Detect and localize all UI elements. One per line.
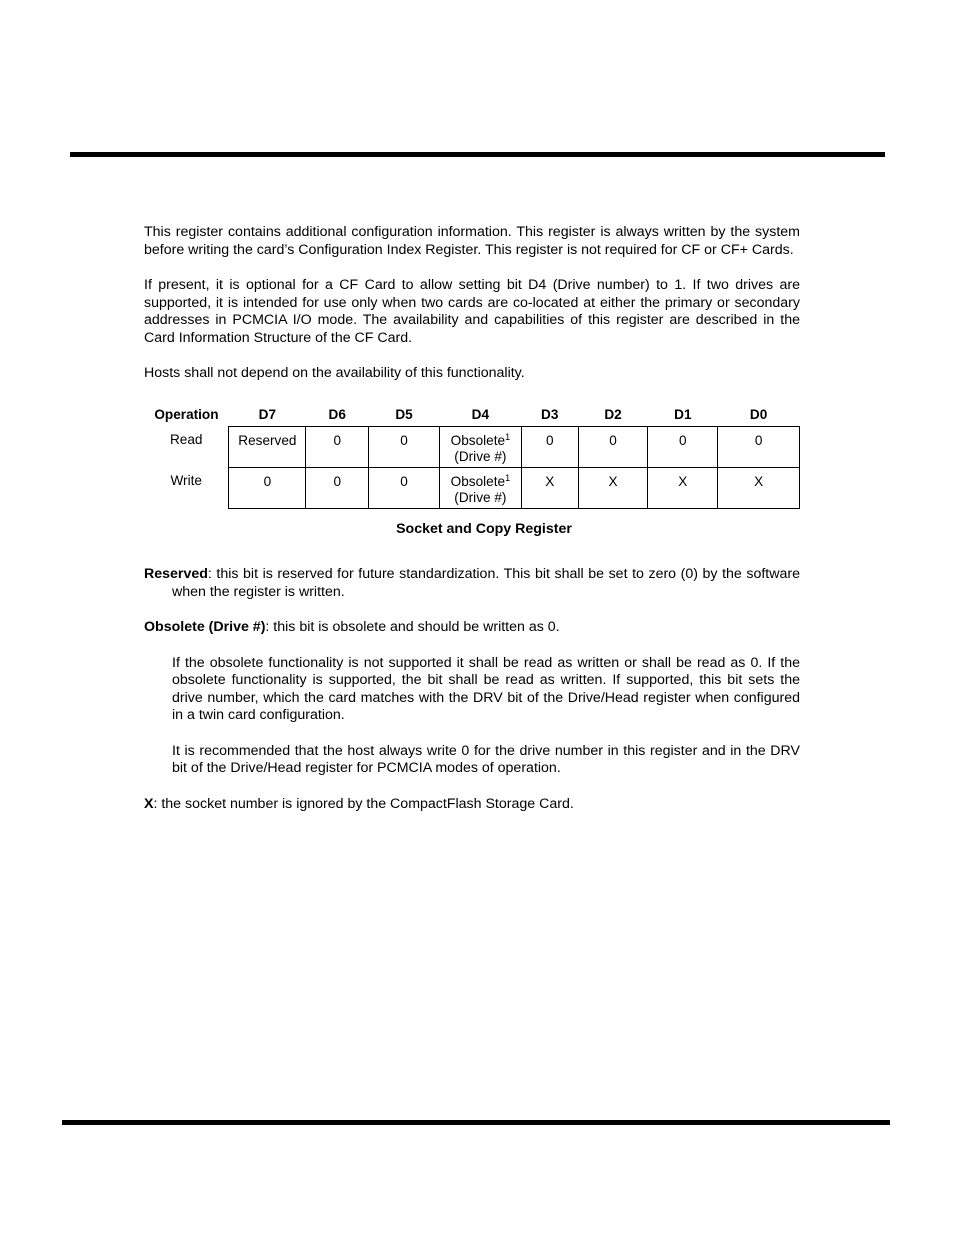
obsolete-paragraph-1: If the obsolete functionality is not supported it shall be read as written or shall be read as 0. If the obsolete functionality is supported, the bit shall be read as written. If supported, this bit sets the drive number, which the card matches with the DRV bit of the Drive/Head register when configured in a twin card configuration. [172, 654, 800, 723]
cell-read-d5: 0 [369, 426, 440, 467]
definition-obsolete-term: Obsolete (Drive #) [144, 619, 266, 635]
definition-obsolete [144, 619, 800, 637]
header-d5: D5 [395, 406, 413, 422]
cell-write-d6: 0 [306, 467, 369, 508]
cell-read-d7: Reserved [229, 426, 306, 467]
table-row-write [144, 467, 800, 508]
cell-read-d3: 0 [521, 426, 578, 467]
obsolete-paragraph-2: It is recommended that the host always write 0 for the drive number in this register and in the DRV bit of the Drive/Head register for PCMCIA modes of operation. [172, 742, 800, 776]
table-row-read [144, 426, 800, 467]
cell-read-d1: 0 [648, 426, 718, 467]
cell-read-d6: 0 [306, 426, 369, 467]
header-d0: D0 [749, 406, 768, 422]
cell-read-d4-footnote: 1 [505, 431, 511, 442]
cell-write-d4-sub: (Drive #) [454, 489, 507, 505]
page-content [144, 224, 800, 831]
definition-reserved [144, 566, 800, 601]
header-d6: D6 [328, 406, 346, 422]
header-d3: D3 [541, 406, 559, 422]
definition-obsolete-text: : this bit is obsolete and should be written as 0. [265, 619, 560, 635]
header-d1: D1 [674, 406, 692, 422]
cell-write-d5: 0 [369, 467, 440, 508]
definition-x-text: : the socket number is ignored by the CompactFlash Storage Card. [153, 795, 574, 812]
cell-write-d4-label: Obsolete [450, 473, 506, 489]
cell-write-d1: X [648, 467, 718, 508]
definition-x [144, 796, 800, 814]
cell-write-d2: X [578, 467, 648, 508]
definition-x-term: X [144, 795, 154, 812]
cell-write-d4-footnote: 1 [505, 472, 511, 483]
register-table [144, 405, 800, 509]
bottom-rule [62, 1120, 890, 1125]
cell-read-d4-sub: (Drive #) [454, 448, 507, 464]
intro-paragraph-3: Hosts shall not depend on the availability of this functionality. [144, 365, 525, 381]
cell-write-d0: X [718, 467, 800, 508]
header-operation: Operation [154, 407, 219, 422]
cell-read-d2: 0 [578, 426, 648, 467]
definition-reserved-text: : this bit is reserved for future standardization. This bit shall be set to zero (0) by the software when the register is written. [172, 566, 800, 600]
cell-write-d3: X [521, 467, 578, 508]
row-label-read: Read [169, 432, 203, 447]
top-rule [70, 152, 885, 157]
intro-paragraph-2: If present, it is optional for a CF Card to allow setting bit D4 (Drive number) to 1. If two drives are supported, it is intended for use only when two cards are co-located at either the primary or secondary addresses in PCMCIA I/O mode. The availability and capabilities of this register are described in the Card Information Structure of the CF Card. [144, 277, 800, 346]
definition-reserved-term: Reserved [144, 566, 208, 582]
header-d4: D4 [471, 406, 490, 422]
header-d2: D2 [604, 406, 622, 422]
table-header-row [144, 405, 800, 427]
cell-write-d7: 0 [229, 467, 306, 508]
row-label-write: Write [170, 473, 202, 488]
cell-read-d4 [439, 426, 521, 467]
intro-paragraph-1: This register contains additional configuration information. This register is always written by the system before writing the card’s Configuration Index Register. This register is not required for CF or CF+ Cards. [144, 224, 800, 258]
header-d7: D7 [258, 406, 277, 422]
cell-read-d0: 0 [718, 426, 800, 467]
cell-read-d4-label: Obsolete [450, 432, 506, 448]
cell-write-d4 [439, 467, 521, 508]
table-caption: Socket and Copy Register [396, 520, 572, 537]
